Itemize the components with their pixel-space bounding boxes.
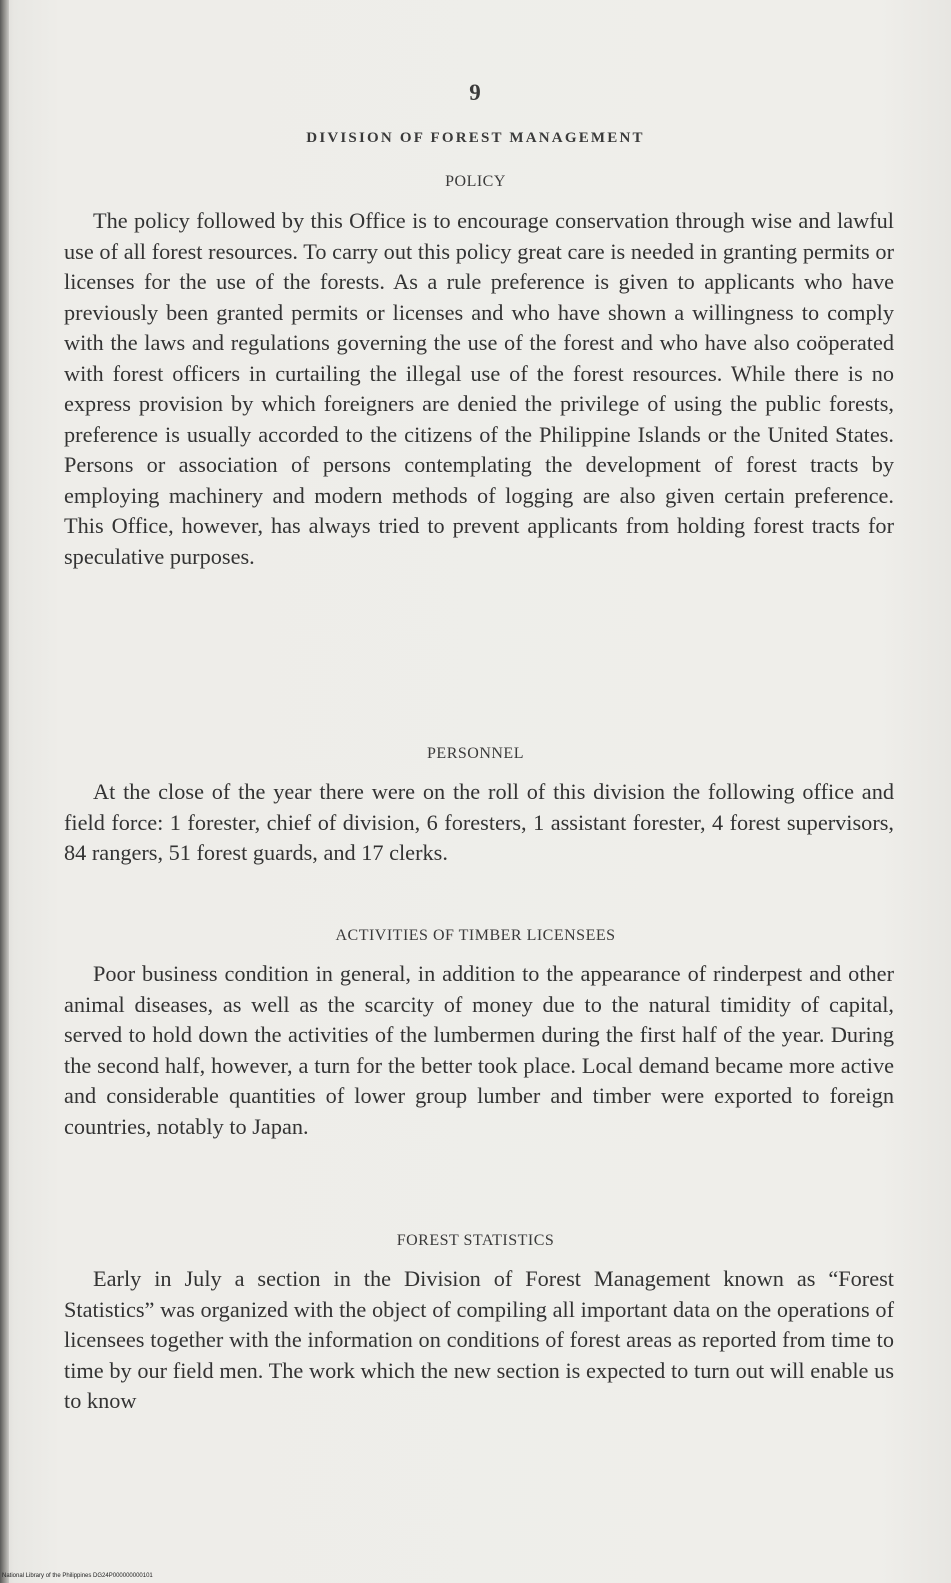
- book-spine-edge: [0, 0, 9, 1583]
- statistics-heading: FOREST STATISTICS: [396, 1232, 555, 1249]
- activities-paragraph: Poor business condition in general, in addition to the appearance of rinderpest and other animal diseases, as well as the scarcity of money due to the natural timidity of capital, served to hold down the activities of the lumbermen during the first half of the year. During the second half, however, a turn for the better took place. Local demand became more active and considerable quantities of lower group lumber and timber were exported to foreign countries, notably to Japan.: [64, 961, 894, 1139]
- policy-paragraph: The policy followed by this Office is to encourage conservation through wise and lawful use of all forest resources. To carry out this policy great care is needed in granting permits or licenses for the use of the forests. As a rule preference is given to applicants who have previously been granted permits or licenses and who have shown a willingness to comply with the laws and regulations governing the use of the forest and who have also coöperated with forest officers in curtailing the illegal use of the forest resources. While there is no express provision by which foreigners are denied the privilege of using the public forests, preference is usually accorded to the citizens of the Philippine Islands or the United States. Persons or association of persons contemplating the development of forest tracts by employing machinery and modern methods of logging are also given certain preference. This Office, however, has always tried to prevent applicants from holding forest tracts for speculative purposes.: [64, 208, 894, 569]
- division-title: DIVISION OF FOREST MANAGEMENT: [306, 130, 645, 146]
- personnel-heading: PERSONNEL: [427, 745, 524, 762]
- statistics-paragraph: Early in July a section in the Division of Forest Management known as “Forest Statistics” was organized with the object of compiling all important data on the operations of licensees together with the information on conditions of forest areas as reported from time to time by our field men. The work which the new section is expected to turn out will enable us to know: [64, 1266, 894, 1413]
- personnel-paragraph: At the close of the year there were on the roll of this division the following office and field force: 1 forester, chief of division, 6 foresters, 1 assistant forester, 4 forest supervisors, 84 rangers, 51 forest guards, and 17 clerks.: [64, 779, 894, 865]
- library-credit-footer: National Library of the Philippines DG24P000000000101: [2, 1573, 153, 1579]
- activities-heading: ACTIVITIES OF TIMBER LICENSEES: [335, 927, 616, 944]
- policy-heading: POLICY: [445, 173, 506, 190]
- page-number: 9: [469, 80, 482, 105]
